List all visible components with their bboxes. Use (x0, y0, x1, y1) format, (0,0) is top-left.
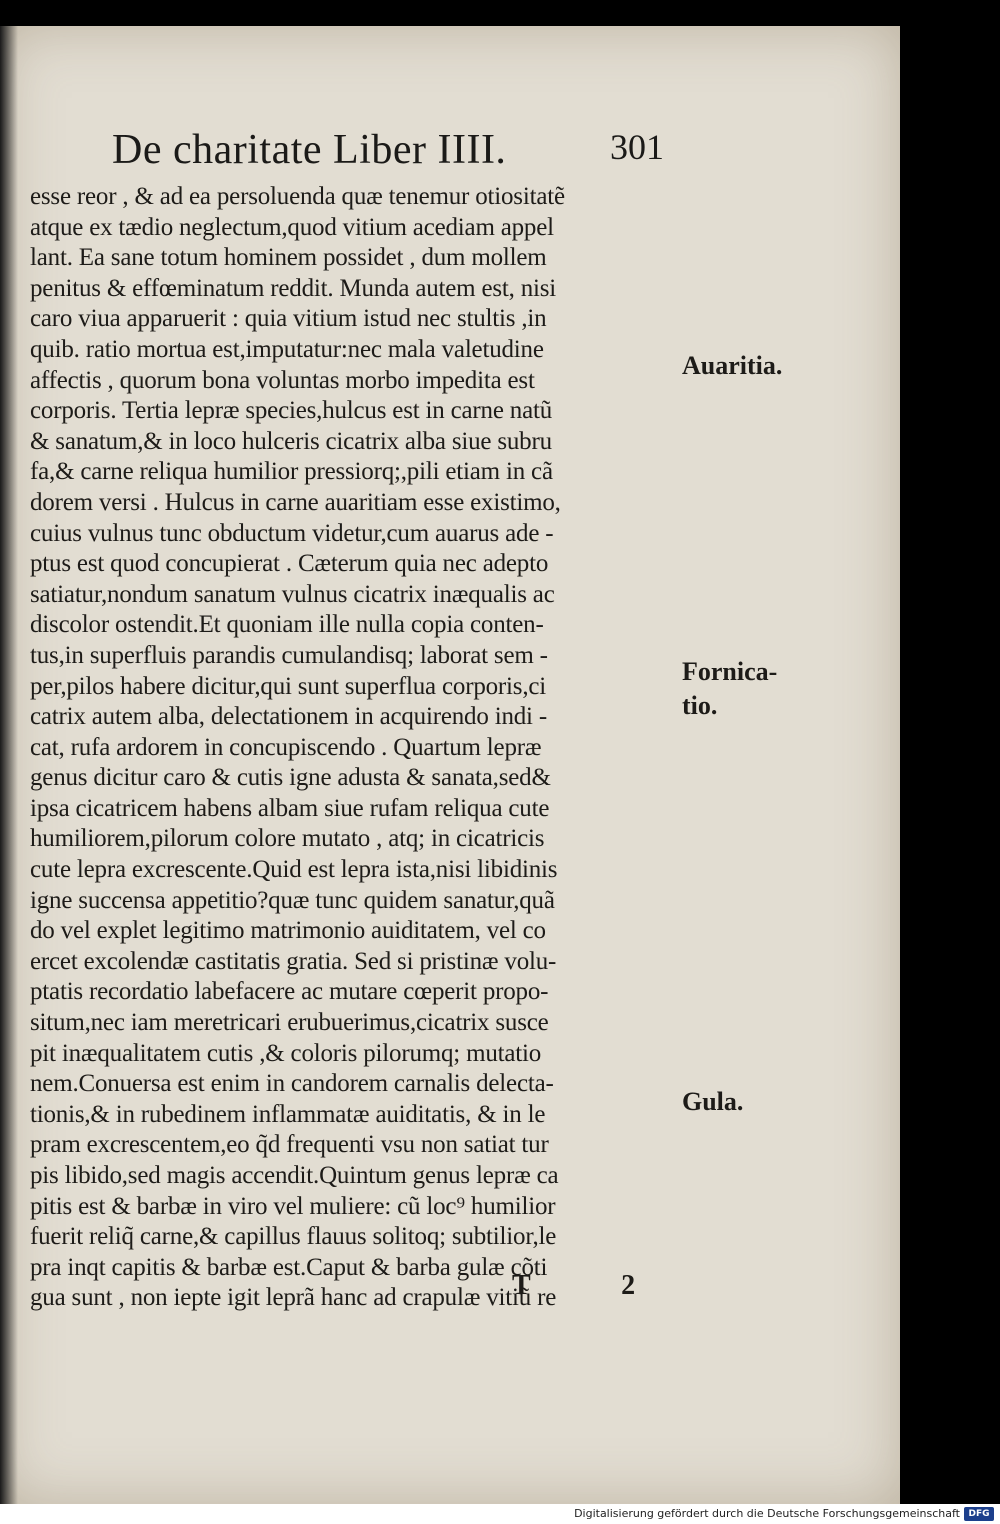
text-line: corporis. Tertia lepræ species,hulcus est in carne natũ (30, 397, 553, 425)
signature-mark: T 2 (512, 1270, 678, 1301)
text-line: dorem versi . Hulcus in carne auaritiam esse existimo, (30, 488, 561, 516)
running-title: De charitate Liber IIII. (112, 127, 507, 173)
text-line: atque ex tædio neglectum,quod vitium acediam appel (30, 213, 554, 241)
text-line: situm,nec iam meretricari erubuerimus,cicatrix susce (30, 1009, 549, 1037)
text-line: ptus est quod concupierat . Cæterum quia nec adepto (30, 550, 549, 578)
text-line: ipsa cicatricem habens albam siue rufam reliqua cute (30, 794, 550, 822)
text-line: & sanatum,& in loco hulceris cicatrix alba siue subru (30, 427, 552, 455)
text-line: cuius vulnus tunc obductum videtur,cum auarus ade - (30, 519, 554, 547)
main-text-block (30, 182, 690, 1314)
text-line: cute lepra excrescente.Quid est lepra ista,nisi libidinis (30, 856, 558, 884)
text-line: igne succensa appetitio?quæ tunc quidem sanatur,quã (30, 886, 555, 914)
text-line: nem.Conuersa est enim in candorem carnalis delecta- (30, 1070, 554, 1098)
text-line: pit inæqualitatem cutis ,& coloris pilorumq; mutatio (30, 1039, 542, 1067)
text-line: fuerit reliq̃ carne,& capillus flauus solitoq; subtilior,le (30, 1223, 557, 1251)
text-line: catrix autem alba, delectationem in acquirendo indi - (30, 703, 547, 731)
text-line: pra inqt capitis & barbæ est.Caput & barba gulæ cõti (30, 1253, 548, 1281)
running-head (112, 126, 672, 186)
footer-bar (0, 1504, 1000, 1524)
marginal-note-auaritia: Auaritia. (682, 351, 783, 380)
text-line: genus dicitur caro & cutis igne adusta & sanata,sed& (30, 764, 551, 792)
text-line: lant. Ea sane totum hominem possidet , dum mollem (30, 244, 547, 272)
text-line: do vel explet legitimo matrimonio auiditatem, vel co (30, 917, 546, 945)
text-line: pram excrescentem,eo q̃d frequenti vsu non satiat tur (30, 1131, 549, 1159)
marginal-note-gula: Gula. (682, 1087, 744, 1116)
text-line: ptatis recordatio labefacere ac mutare cœperit propo- (30, 978, 549, 1006)
page-number: 301 (610, 127, 664, 167)
text-line: ercet excolendæ castitatis gratia. Sed si pristinæ volu- (30, 947, 557, 975)
text-line: per,pilos habere dicitur,qui sunt superflua corporis,ci (30, 672, 547, 700)
text-line: gua sunt , non iepte igit leprã hanc ad crapulæ vitiũ re (30, 1284, 557, 1312)
dfg-logo: DFG (964, 1507, 994, 1521)
marginal-note-fornicatio: Fornica- (682, 657, 778, 686)
text-line: humiliorem,pilorum colore mutato , atq; in cicatricis (30, 825, 545, 853)
text-line: tionis,& in rubedinem inflammatæ auiditatis, & in le (30, 1100, 546, 1128)
text-line: caro viua apparuerit : quia vitium istud nec stultis ,in (30, 305, 547, 333)
book-page (0, 26, 900, 1504)
text-line: penitus & effœminatum reddit. Munda autem est, nisi (30, 274, 557, 302)
text-line: pitis est & barbæ in viro vel muliere: cũ loc⁹ humilior (30, 1192, 556, 1220)
text-line: discolor ostendit.Et quoniam ille nulla copia conten- (30, 611, 544, 639)
funding-credit: Digitalisierung gefördert durch die Deutsche Forschungsgemeinschaft (574, 1507, 960, 1520)
text-line: tus,in superfluis parandis cumulandisq; laborat sem - (30, 641, 548, 669)
text-line: esse reor , & ad ea persoluenda quæ tenemur otiositatẽ (30, 183, 565, 210)
marginal-note-fornicatio-cont: tio. (682, 691, 718, 720)
text-line: fa,& carne reliqua humilior pressiorq;,pili etiam in cã (30, 458, 553, 486)
text-line: cat, rufa ardorem in concupiscendo . Quartum lepræ (30, 733, 542, 761)
text-line: quib. ratio mortua est,imputatur:nec mala valetudine (30, 335, 544, 363)
text-line: affectis , quorum bona voluntas morbo impedita est (30, 366, 535, 394)
text-line: satiatur,nondum sanatum vulnus cicatrix inæqualis ac (30, 580, 555, 608)
text-line: pis libido,sed magis accendit.Quintum genus lepræ ca (30, 1162, 559, 1189)
